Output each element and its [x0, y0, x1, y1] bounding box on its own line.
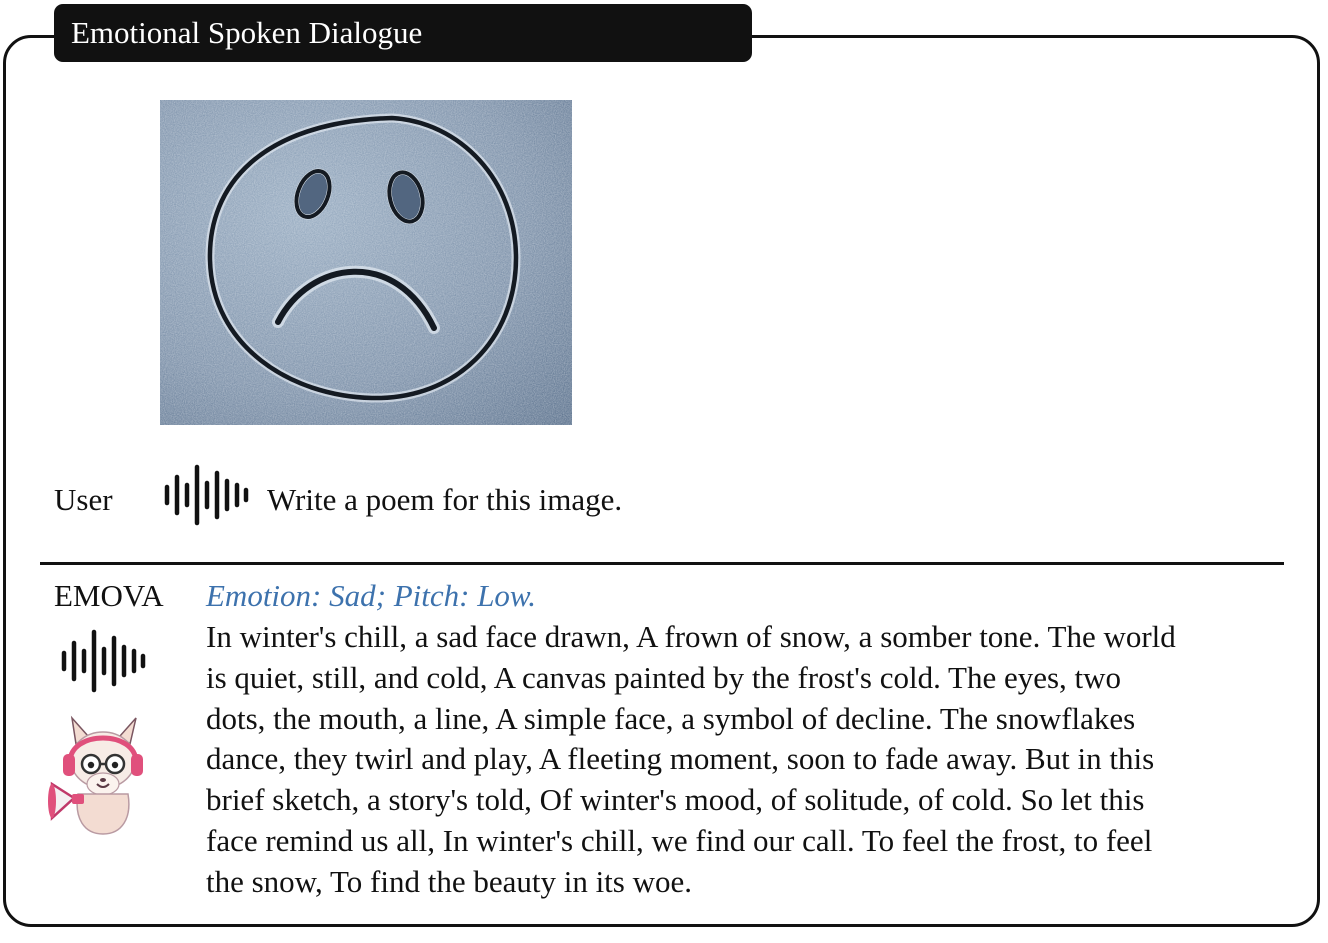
panel-title: Emotional Spoken Dialogue	[54, 4, 752, 62]
audio-waveform-icon	[59, 628, 147, 694]
sad-face-snow-image	[160, 100, 572, 425]
response-line: brief sketch, a story's told, Of winter's mood, of solitude, of cold. So let this	[206, 782, 1145, 818]
response-line: dance, they twirl and play, A fleeting moment, soon to fade away. But in this	[206, 741, 1155, 777]
response-line: In winter's chill, a sad face drawn, A frown of snow, a somber tone. The world	[206, 619, 1176, 654]
llama-mascot-icon	[44, 714, 162, 838]
response-line: is quiet, still, and cold, A canvas painted by the frost's cold. The eyes, two	[206, 659, 1122, 695]
response-line: face remind us all, In winter's chill, we find our call. To feel the frost, to feel	[206, 822, 1153, 858]
response-line: the snow, To find the beauty in its woe.	[206, 863, 693, 899]
response-line: dots, the mouth, a line, A simple face, a symbol of decline. The snowflakes	[206, 700, 1136, 736]
turn-divider	[40, 562, 1284, 565]
user-speaker-label: User	[54, 482, 113, 517]
audio-waveform-icon	[162, 463, 250, 527]
assistant-speaker-label: EMOVA	[54, 578, 164, 613]
assistant-poem-response	[206, 617, 1286, 903]
emotion-pitch-tags: Emotion: Sad; Pitch: Low.	[206, 578, 537, 613]
user-prompt-text: Write a poem for this image.	[267, 482, 623, 517]
